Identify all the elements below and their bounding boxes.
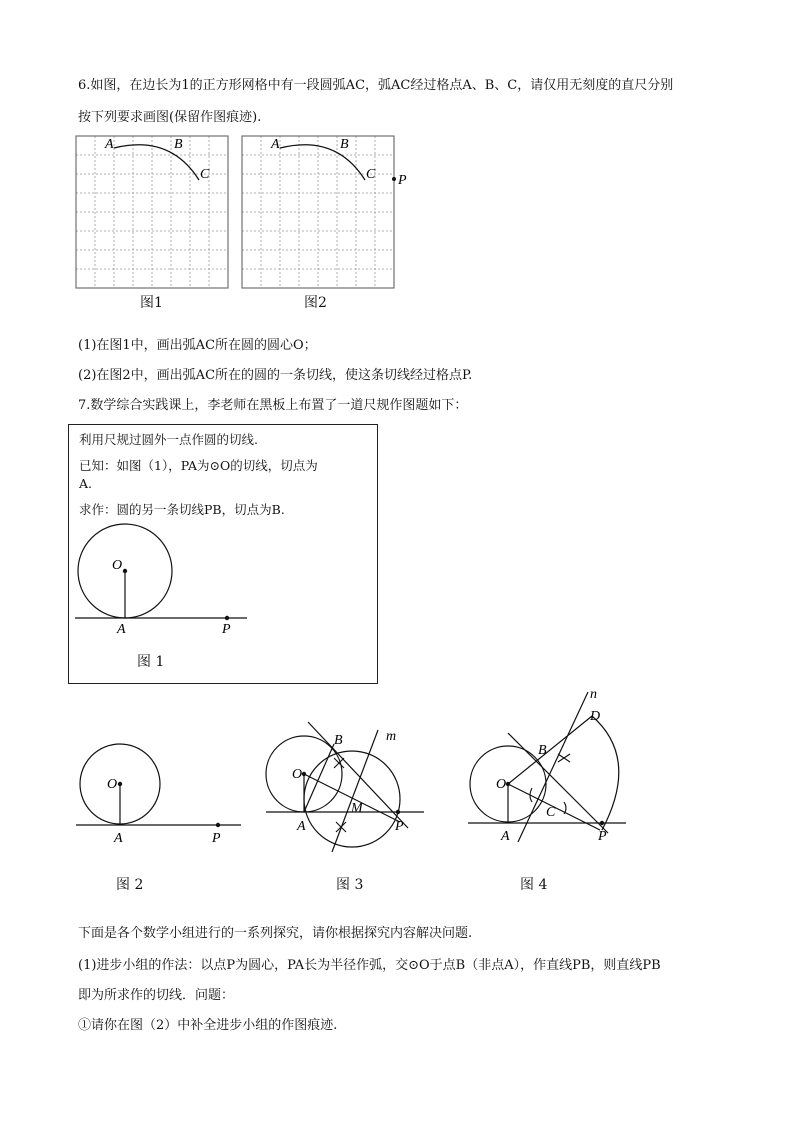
- q6-fig2-caption: 图2: [304, 295, 327, 311]
- q7-intro: 7.数学综合实践课上，李老师在黑板上布置了一道尺规作图题如下：: [78, 398, 468, 413]
- label-mm: M: [351, 801, 363, 816]
- label-o: O: [292, 767, 303, 782]
- problem-box: [68, 424, 378, 684]
- label-b: B: [174, 137, 183, 152]
- label-p: P: [598, 829, 607, 844]
- q6-sub2: (2)在图2中，画出弧AC所在的圆的一条切线，使这条切线经过格点P.: [78, 368, 473, 383]
- q6-figure2: [242, 136, 407, 288]
- label-p: P: [212, 831, 221, 846]
- label-a: A: [271, 137, 280, 152]
- label-a: A: [105, 137, 114, 152]
- label-o: O: [496, 777, 507, 792]
- q7-fig2-caption: 图 2: [116, 877, 144, 893]
- label-a: A: [501, 829, 510, 844]
- point-p: [392, 177, 396, 181]
- label-n: n: [590, 687, 597, 702]
- label-p: P: [222, 622, 231, 637]
- q7-fig3-caption: 图 3: [336, 877, 364, 893]
- q7-para4: ①请你在图（2）中补全进步小组的作图痕迹.: [78, 1018, 338, 1033]
- label-a: A: [114, 831, 123, 846]
- q7-fig1-caption: 图 1: [137, 654, 165, 670]
- label-b: B: [334, 733, 343, 748]
- label-p: P: [395, 819, 404, 834]
- q7-figure1: [75, 521, 255, 637]
- label-p: P: [398, 173, 407, 188]
- q7-para3: 即为所求作的切线．问题：: [78, 988, 235, 1003]
- q6-fig1-caption: 图1: [140, 295, 163, 311]
- q6-line2: 按下列要求画图(保留作图痕迹).: [78, 110, 262, 125]
- q6-sub1: (1)在图1中，画出弧AC所在圆的圆心O；: [78, 338, 317, 353]
- arc-ac: [114, 145, 199, 180]
- label-c: C: [546, 805, 556, 820]
- label-m: m: [386, 729, 397, 744]
- box-line1: 利用尺规过圆外一点作圆的切线.: [79, 432, 258, 447]
- label-o: O: [107, 777, 118, 792]
- q7-para1: 下面是各个数学小组进行的一系列探究，请你根据探究内容解决问题.: [78, 926, 473, 941]
- q6-line1: 6.如图，在边长为1的正方形网格中有一段圆弧AC，弧AC经过格点A、B、C，请仅用无刻度的直尺分别: [78, 78, 674, 93]
- label-c: C: [200, 167, 210, 182]
- q7-figure4: [468, 688, 638, 858]
- box-line2: 已知：如图（1），PA为⊙O的切线，切点为: [79, 458, 318, 473]
- q7-figure3: [266, 722, 436, 862]
- arc-ac: [280, 145, 365, 180]
- label-b: B: [538, 743, 547, 758]
- label-o: O: [112, 558, 123, 573]
- label-a: A: [117, 622, 126, 637]
- box-line4: 求作：圆的另一条切线PB，切点为B.: [79, 502, 285, 517]
- label-c: C: [366, 167, 376, 182]
- q7-para2: (1)进步小组的作法：以点P为圆心，PA长为半径作弧，交⊙O于点B（非点A），作直线PB，则直线PB: [78, 958, 661, 973]
- box-line3: A.: [79, 476, 93, 491]
- q7-fig4-caption: 图 4: [520, 877, 548, 893]
- q7-figure2: [76, 744, 246, 844]
- label-b: B: [340, 137, 349, 152]
- label-a: A: [297, 819, 306, 834]
- q6-figure1: [76, 136, 228, 288]
- label-d: D: [590, 709, 601, 724]
